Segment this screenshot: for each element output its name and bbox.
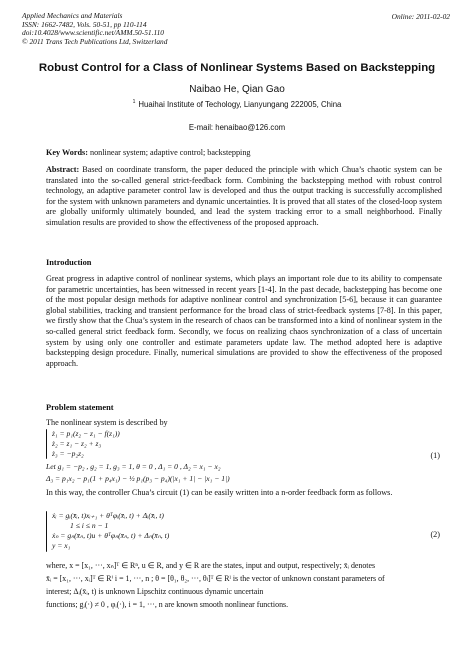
let-line: Let g₁ = −p₂ , g₂ = 1, g₃ = 1, θ = 0 , Δ₁ = 0 , Δ₂ = x₁ − x₂: [46, 462, 221, 471]
journal-name: Applied Mechanics and Materials: [22, 11, 123, 20]
affiliation-mark: 1: [132, 99, 136, 105]
introduction-text: Great progress in adaptive control of nonlinear systems, which plays an important role due to its ability to compensate for parametric uncertainties, has been witnessed in recent years [1-4]. In the past decade, backstepping has become one of the most popular design methods for adaptive nonlinear control and synchronization [5-6], because it can guarantee global stabilities, tracking and transient performance for the broad class of strict-feedback systems [7-8]. In this paper, we firstly show that the Chua’s system in the research of chaos can be transformed into a kind of nonlinear system in the so-called general strict feedback form. Secondly, we focus on realizing chaos synchronization of a class of uncertain system by using only one controller and estimate parameters update law. The method adopted here is adaptive backstepping design procedure. Finally, numerical simulations are provided to show the effectiveness of the proposed approach.: [46, 274, 442, 368]
keywords: [46, 148, 442, 159]
system2-eq1: ẋᵢ = gᵢ(x̄ᵢ, t)xᵢ₊₁ + θᵀφᵢ(x̄ᵢ, t) + Δᵢ(x̄ᵢ, t): [52, 511, 164, 520]
system1-eq2: ż₂ = z₁ − z₂ + z₃: [52, 439, 102, 448]
system2-brace: [46, 511, 47, 552]
authors: Naibao He, Qian Gao: [189, 84, 285, 95]
where-line-3: interest; Δᵢ(x̄ᵢ, t) is unknown Lipschitz continuous dynamic uncertain: [46, 587, 264, 596]
affiliation-text: Huaihai Institute of Techology, Lianyungang 222005, China: [138, 100, 342, 109]
system1: [52, 429, 120, 459]
delta3-line: Δ₃ = p₁x₂ − p₁(1 + p₄x₁) − ½ p₁(p₃ − p₄)(|x₁ + 1| − |x₁ − 1|): [46, 474, 230, 483]
issn-line: ISSN: 1662-7482, Vols. 50-51, pp 110-114: [22, 19, 147, 29]
equation-number-2: (2): [430, 530, 440, 539]
problem-heading: Problem statement: [46, 403, 114, 412]
abstract: [46, 165, 442, 229]
abstract-text: Based on coordinate transform, the paper deduced the principle with which Chua’s chaotic system can be translated into the so-called general strict-feedback form. Combining the backstepping method with robust control technology, an adaptive parameter control law is developed and thus the output tracking is successfully accomplished for the system with unknown parameters and dynamic uncertainties. It is proved that all states of the closed-loop system are globally uniformly ultimately bounded, and lead the system tracking error to a small neighborhood. Finally simulation results are provided to show the effectiveness of the proposed approach.: [46, 165, 442, 227]
online-date: Online: 2011-02-02: [391, 12, 450, 21]
system1-brace: [46, 429, 47, 459]
doi-line: doi:10.4028/www.scientific.net/AMM.50-51.110: [22, 28, 164, 38]
paper-title: Robust Control for a Class of Nonlinear Systems Based on Backstepping: [38, 62, 436, 74]
where-line-2: x̄ᵢ = [x₁, ···, xᵢ]ᵀ ∈ Rⁱ i = 1, ···, n ; θ = [θ₁, θ₂, ···, θₗ]ᵀ ∈ Rˡ is the vector of unknown constant parameters of: [46, 574, 385, 583]
email: E-mail: henaibao@126.com: [188, 123, 286, 132]
affiliation: [0, 99, 474, 109]
introduction-heading: Introduction: [46, 258, 92, 267]
system2: [52, 511, 169, 551]
system2-eq2: ẋₙ = gₙ(x̄ₙ, t)u + θᵀφₙ(x̄ₙ, t) + Δₙ(x̄ₙ, t): [52, 531, 170, 540]
journal-info: [22, 12, 167, 46]
where-line-1: where, x = [x₁, ···, xₙ]ᵀ ∈ Rⁿ, u ∈ R, and y ∈ R are the states, input and output, respectively; x̄ᵢ denotes: [46, 561, 376, 570]
keywords-text: nonlinear system; adaptive control; backstepping: [89, 148, 251, 157]
copyright-line: © 2011 Trans Tech Publications Ltd, Switzerland: [22, 36, 168, 46]
where-line-4: functions; gᵢ(·) ≠ 0 , φᵢ(·), i = 1, ···, n are known smooth nonlinear functions.: [46, 600, 289, 609]
keywords-label: Key Words:: [46, 148, 88, 157]
system1-eq3: ż₃ = −p₂z₂: [52, 449, 84, 458]
problem-intro: The nonlinear system is described by: [46, 418, 168, 427]
transform-text: In this way, the controller Chua’s circuit (1) can be easily written into a n-order feedback form as follows.: [46, 488, 393, 497]
system1-eq1: ż₁ = p₁(z₂ − z₁ − f(z₁)): [52, 429, 120, 438]
abstract-label: Abstract:: [46, 165, 80, 174]
system2-range: 1 ≤ i ≤ n − 1: [70, 521, 109, 530]
equation-number-1: (1): [430, 451, 440, 460]
system2-eq3: y = x₁: [52, 541, 71, 550]
